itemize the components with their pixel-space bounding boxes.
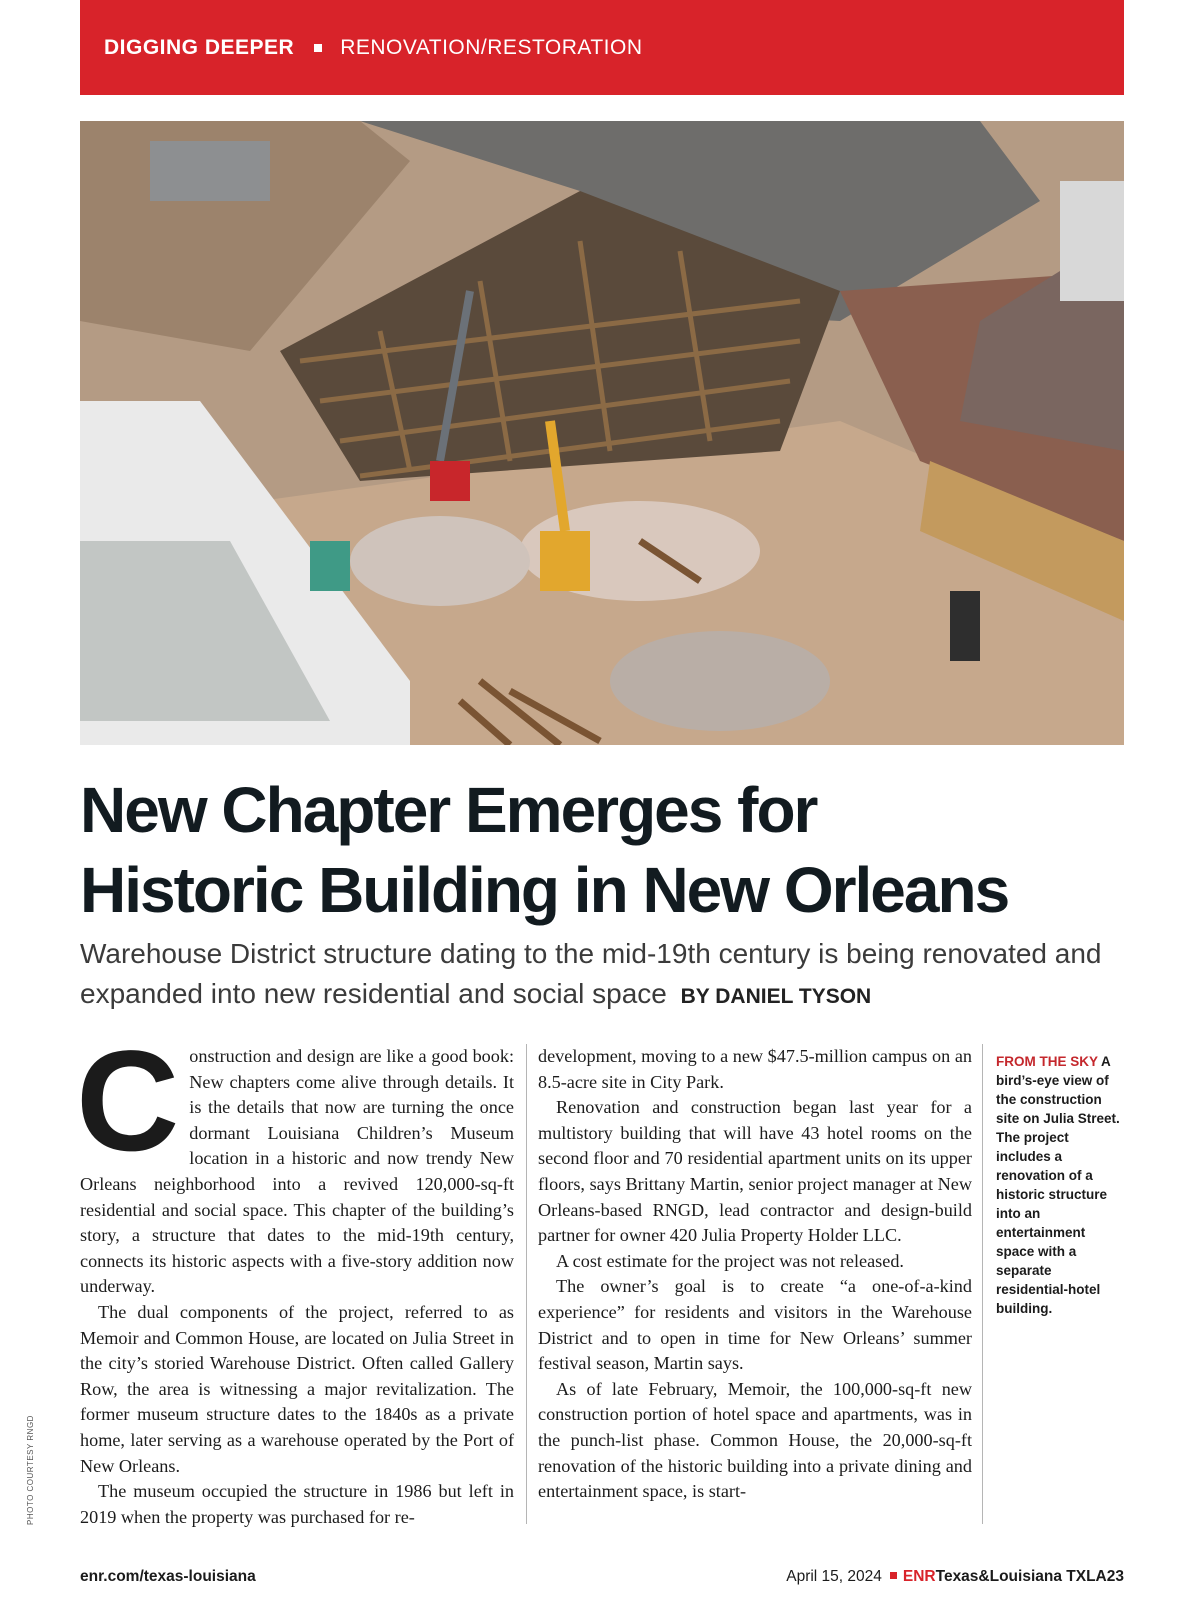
body-paragraph: As of late February, Memoir, the 100,000-sq-ft new construction portion of hotel space and apartments, was in the punch-list phase. Common House, the 20,000-sq-ft renovation of the historic building into a private dining and entertainment space, is start- <box>538 1378 972 1502</box>
paragraph-text: onstruction and design are like a good book: New chapters come alive through details. It is the details that now are turning the once dormant Louisiana Children’s Museum location in a historic and now trendy New Orleans neighborhood into a revived 120,000-sq-ft residential and social space. This chapter of the building’s story, a structure that dates to the mid-19th century, connects its historic aspects with a five-story addition now underway. <box>80 1046 514 1297</box>
byline: BY DANIEL TYSON <box>680 985 872 1008</box>
article-headline <box>80 770 1130 930</box>
banner-separator <box>314 44 322 52</box>
footer-separator <box>890 1572 897 1579</box>
footer-page-number: TXLA23 <box>1066 1568 1124 1585</box>
body-paragraph: The museum occupied the structure in 1986 but left in 2019 when the property was purchased for re- <box>80 1481 514 1527</box>
body-column-1 <box>76 1022 514 1530</box>
photo-credit: PHOTO COURTESY RNGD <box>26 1415 35 1525</box>
column-divider <box>982 1044 983 1524</box>
article-deck <box>80 934 1120 1017</box>
caption-text: A bird’s-eye view of the construction site on Julia Street. The project includes a renovation of a historic structure into an entertainment space with a separate residential-hotel building. <box>996 1054 1120 1316</box>
banner-kicker: DIGGING DEEPER <box>104 35 295 59</box>
headline-line-1: New Chapter Emerges for <box>80 774 817 846</box>
caption-label: FROM THE SKY <box>996 1054 1098 1069</box>
body-paragraph: The dual components of the project, referred to as Memoir and Common House, are located on Julia Street in the city’s storied Warehouse District. Often called Gallery Row, the area is witnessing a major revitalization. The former museum structure dates to the 1840s as a private home, later serving as a warehouse operated by the Port of New Orleans. <box>80 1301 514 1476</box>
deck-text: Warehouse District structure dating to the mid-19th century is being renovated and expanded into new residential and social space <box>80 938 1102 1009</box>
column-divider <box>526 1044 527 1524</box>
body-paragraph: A cost estimate for the project was not released. <box>556 1250 904 1271</box>
photo-caption <box>996 1052 1124 1318</box>
footer-brand: ENR <box>902 1568 936 1585</box>
body-paragraph <box>76 1022 514 1300</box>
footer-folio <box>786 1568 1124 1586</box>
footer-edition: Texas&Louisiana <box>935 1568 1062 1585</box>
body-paragraph: Renovation and construction began last year for a multistory building that will have 43 hotel rooms on the second floor and 70 residential apartment units on its upper floors, says Brittany Martin, senior project manager at New Orleans-based RNGD, lead contractor and design-build partner for owner 420 Julia Property Holder LLC. <box>538 1097 972 1246</box>
section-banner <box>80 0 1124 95</box>
construction-site-photo <box>80 121 1124 745</box>
body-paragraph: The owner’s goal is to create “a one-of-a-kind experience” for residents and visitors in the Warehouse District and to open in time for New Orleans’ summer festival season, Martin says. <box>538 1276 972 1374</box>
body-column-2 <box>538 1044 972 1505</box>
drop-cap: C <box>76 1022 180 1181</box>
body-paragraph: development, moving to a new $47.5-million campus on an 8.5-acre site in City Park. <box>538 1046 972 1092</box>
banner-section: RENOVATION/RESTORATION <box>340 35 643 59</box>
footer-date: April 15, 2024 <box>786 1568 882 1585</box>
headline-line-2: Historic Building in New Orleans <box>80 854 1009 926</box>
footer-url[interactable]: enr.com/texas-louisiana <box>80 1568 256 1585</box>
